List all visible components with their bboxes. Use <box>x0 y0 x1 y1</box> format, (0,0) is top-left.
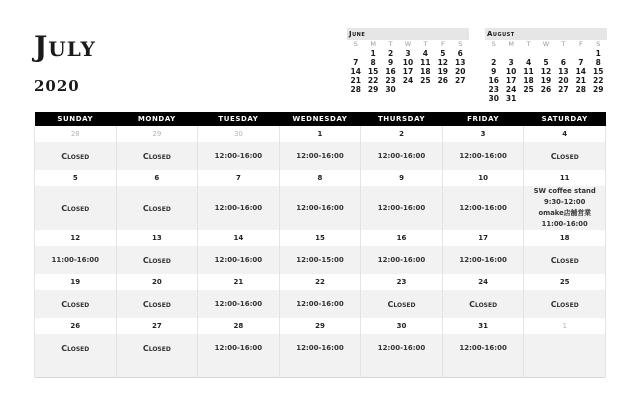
day-hours-cell <box>116 246 198 274</box>
week-date-row <box>35 170 606 186</box>
day-hours-cell <box>524 246 606 274</box>
mini-day: 10 <box>402 58 414 67</box>
day-number: 6 <box>116 170 198 186</box>
dow-label: S <box>458 40 463 48</box>
hours-text: 12:00-16:00 <box>459 256 507 264</box>
hours-text: 12:00-16:00 <box>296 204 344 212</box>
mini-week-row <box>347 67 469 76</box>
weekday-header: TUESDAY <box>198 112 280 126</box>
day-hours-cell <box>361 142 443 170</box>
mini-week-row <box>485 85 607 94</box>
day-hours-cell <box>442 334 524 362</box>
mini-day <box>347 94 364 103</box>
day-number: 24 <box>442 274 524 290</box>
day-hours-cell <box>361 186 443 230</box>
day-number: 11 <box>524 170 606 186</box>
day-hours-cell <box>279 334 361 362</box>
mini-day: 14 <box>575 67 587 76</box>
mini-day: 24 <box>505 85 517 94</box>
mini-day: 28 <box>350 85 361 94</box>
hours-text: Closed <box>142 299 171 309</box>
mini-day: 5 <box>543 58 549 67</box>
mini-day: 7 <box>578 58 584 67</box>
mini-day: 18 <box>420 67 431 76</box>
dow-label: W <box>542 40 550 48</box>
hours-note-line: SW coffee stand <box>533 187 596 195</box>
day-hours-cell <box>524 334 606 362</box>
mini-day: 4 <box>422 49 428 58</box>
hours-text: Closed <box>61 299 90 309</box>
week-date-row <box>35 230 606 246</box>
day-number: 1 <box>279 126 361 142</box>
mini-day: 16 <box>385 67 396 76</box>
day-hours-cell <box>116 186 198 230</box>
mini-week-row <box>347 49 469 58</box>
week-hours-row <box>35 290 606 318</box>
mini-calendar-title: August <box>485 28 607 40</box>
day-number: 29 <box>279 318 361 334</box>
day-hours-cell <box>361 334 443 362</box>
week-hours-row <box>35 246 606 274</box>
mini-day <box>417 94 434 103</box>
mini-day: 27 <box>455 76 466 85</box>
hours-text: 12:00-16:00 <box>214 152 263 160</box>
hours-text: 12:00-16:00 <box>296 344 344 352</box>
mini-day <box>590 94 607 103</box>
mini-day: 15 <box>367 67 379 76</box>
mini-calendar-august <box>485 28 607 103</box>
dow-label: T <box>423 40 428 48</box>
year-title: 2020 <box>34 77 80 95</box>
day-hours-cell <box>361 290 443 318</box>
mini-calendar-june <box>347 28 469 103</box>
day-hours-cell <box>198 290 280 318</box>
mini-day: 8 <box>595 58 601 67</box>
calendar-empty-row <box>35 362 606 378</box>
mini-day: 29 <box>593 85 604 94</box>
dow-label: T <box>526 40 531 48</box>
mini-week-row <box>485 94 607 103</box>
mini-day <box>434 94 451 103</box>
mini-day: 6 <box>457 49 463 58</box>
hours-note-line: 11:00-16:00 <box>541 220 588 228</box>
mini-day: 18 <box>523 76 534 85</box>
mini-day: 7 <box>353 58 359 67</box>
day-number: 18 <box>524 230 606 246</box>
weekday-header: SUNDAY <box>35 112 117 126</box>
mini-day: 17 <box>402 67 414 76</box>
day-hours-cell <box>442 290 524 318</box>
day-number: 19 <box>35 274 117 290</box>
mini-day <box>452 85 469 94</box>
mini-day: 8 <box>370 58 376 67</box>
day-number: 10 <box>442 170 524 186</box>
mini-day <box>452 94 469 103</box>
weekday-header: SATURDAY <box>524 112 606 126</box>
day-number: 22 <box>279 274 361 290</box>
mini-day: 16 <box>488 76 499 85</box>
mini-week-row <box>347 94 469 103</box>
hours-text: 12:00-16:00 <box>214 300 263 308</box>
hours-text: 12:00-15:00 <box>296 256 344 264</box>
mini-day: 5 <box>440 49 446 58</box>
mini-day: 20 <box>558 76 569 85</box>
mini-day: 21 <box>575 76 587 85</box>
mini-day: 19 <box>540 76 552 85</box>
hours-text: Closed <box>142 255 171 265</box>
mini-day: 26 <box>437 76 449 85</box>
mini-day: 3 <box>405 49 411 58</box>
weekday-header: MONDAY <box>116 112 198 126</box>
mini-day: 9 <box>387 58 394 67</box>
day-hours-cell <box>198 142 280 170</box>
mini-day: 14 <box>350 67 361 76</box>
mini-day: 1 <box>370 49 376 58</box>
hours-text: 12:00-16:00 <box>296 152 344 160</box>
day-hours-cell <box>198 186 280 230</box>
mini-day: 25 <box>523 85 534 94</box>
mini-day <box>520 49 537 58</box>
day-hours-cell <box>116 290 198 318</box>
day-hours-cell <box>35 290 117 318</box>
day-number: 1 <box>524 318 606 334</box>
main-calendar <box>34 112 606 378</box>
mini-week-row <box>347 85 469 94</box>
day-number: 31 <box>442 318 524 334</box>
dow-label: F <box>578 40 583 48</box>
day-number: 27 <box>116 318 198 334</box>
day-hours-cell <box>35 246 117 274</box>
mini-day: 22 <box>593 76 604 85</box>
day-hours-cell <box>524 290 606 318</box>
week-hours-row <box>35 142 606 170</box>
mini-day <box>572 94 589 103</box>
hours-note-line: omake店舗営業 <box>538 209 591 217</box>
day-hours-cell <box>442 142 524 170</box>
day-number: 7 <box>198 170 280 186</box>
mini-day: 4 <box>525 58 532 67</box>
day-number: 20 <box>116 274 198 290</box>
month-title: July <box>34 30 96 63</box>
hours-text: 12:00-16:00 <box>459 344 507 352</box>
mini-day <box>537 94 554 103</box>
day-hours-cell <box>116 334 198 362</box>
mini-day: 20 <box>455 67 466 76</box>
day-number: 4 <box>524 126 606 142</box>
weekday-header: THURSDAY <box>361 112 443 126</box>
mini-day: 9 <box>491 67 497 76</box>
mini-day: 27 <box>558 85 569 94</box>
day-number: 28 <box>198 318 280 334</box>
dow-label: M <box>508 40 514 48</box>
day-number: 26 <box>35 318 117 334</box>
week-hours-row <box>35 334 606 362</box>
mini-day: 23 <box>488 85 499 94</box>
week-date-row <box>35 318 606 334</box>
mini-day <box>347 49 364 58</box>
day-number: 30 <box>361 318 443 334</box>
mini-day: 30 <box>385 85 396 94</box>
hours-note-line: 9:30-12:00 <box>544 198 586 206</box>
hours-text: Closed <box>469 299 498 309</box>
hours-text: Closed <box>387 299 416 309</box>
mini-day: 12 <box>437 58 449 67</box>
mini-day: 29 <box>367 85 379 94</box>
hours-text: 12:00-16:00 <box>377 256 426 264</box>
mini-calendar-grid <box>347 40 469 103</box>
day-hours-cell <box>35 334 117 362</box>
hours-text: Closed <box>142 151 171 161</box>
day-hours-cell <box>279 290 361 318</box>
day-hours-cell <box>198 246 280 274</box>
day-number: 2 <box>361 126 443 142</box>
mini-day <box>502 49 519 58</box>
mini-day: 3 <box>508 58 514 67</box>
mini-calendar-grid <box>485 40 607 103</box>
hours-text: Closed <box>550 255 579 265</box>
day-hours-cell <box>279 246 361 274</box>
mini-day: 19 <box>437 67 449 76</box>
mini-day <box>417 85 434 94</box>
day-hours-cell <box>35 186 117 230</box>
hours-text: 12:00-16:00 <box>377 204 426 212</box>
day-hours-cell <box>279 142 361 170</box>
day-hours-cell <box>279 186 361 230</box>
day-hours-cell <box>35 142 117 170</box>
day-hours-cell <box>198 334 280 362</box>
dow-label: T <box>561 40 566 48</box>
mini-day: 12 <box>540 67 552 76</box>
mini-calendar-title: June <box>347 28 469 40</box>
day-number: 5 <box>35 170 117 186</box>
hours-text: 12:00-16:00 <box>459 204 507 212</box>
week-date-row <box>35 126 606 142</box>
dow-label: S <box>353 40 358 48</box>
mini-day: 11 <box>523 67 534 76</box>
day-number: 8 <box>279 170 361 186</box>
day-hours-cell <box>442 246 524 274</box>
day-number: 14 <box>198 230 280 246</box>
day-number: 28 <box>35 126 117 142</box>
hours-text: 11:00-16:00 <box>51 256 100 264</box>
mini-day: 21 <box>350 76 361 85</box>
mini-day: 22 <box>367 76 379 85</box>
day-number: 12 <box>35 230 117 246</box>
day-hours-cell <box>524 186 606 230</box>
mini-day: 23 <box>385 76 396 85</box>
dow-label: M <box>370 40 376 48</box>
mini-day <box>572 49 589 58</box>
mini-day <box>399 85 416 94</box>
mini-week-row <box>485 67 607 76</box>
mini-week-row <box>485 76 607 85</box>
day-hours-cell <box>361 246 443 274</box>
mini-day: 6 <box>560 58 566 67</box>
hours-text: 12:00-16:00 <box>377 344 426 352</box>
hours-text: 12:00-16:00 <box>377 152 426 160</box>
mini-day <box>520 94 537 103</box>
hours-text: 12:00-16:00 <box>459 152 507 160</box>
mini-day: 26 <box>540 85 552 94</box>
mini-day <box>364 94 381 103</box>
day-number: 23 <box>361 274 443 290</box>
day-number: 15 <box>279 230 361 246</box>
day-number: 30 <box>198 126 280 142</box>
dow-label: S <box>491 40 496 48</box>
weekday-header: FRIDAY <box>442 112 524 126</box>
hours-text: Closed <box>550 299 579 309</box>
mini-day: 11 <box>420 58 431 67</box>
day-number: 13 <box>116 230 198 246</box>
day-hours-cell <box>442 186 524 230</box>
weekday-header: WEDNESDAY <box>279 112 361 126</box>
mini-day: 24 <box>402 76 414 85</box>
mini-week-row <box>485 49 607 58</box>
mini-week-row <box>485 58 607 67</box>
hours-text: Closed <box>61 151 90 161</box>
hours-text: Closed <box>61 343 90 353</box>
mini-day <box>555 49 572 58</box>
hours-text: 12:00-16:00 <box>214 256 263 264</box>
hours-text: 12:00-16:00 <box>214 204 263 212</box>
hours-text: Closed <box>142 203 171 213</box>
week-hours-row <box>35 186 606 230</box>
mini-day <box>555 94 572 103</box>
mini-day: 17 <box>505 76 517 85</box>
mini-day: 13 <box>455 58 466 67</box>
day-number: 21 <box>198 274 280 290</box>
mini-day <box>382 94 399 103</box>
day-number: 3 <box>442 126 524 142</box>
hours-text: Closed <box>550 151 579 161</box>
mini-day: 25 <box>420 76 431 85</box>
mini-day: 1 <box>595 49 601 58</box>
mini-day: 31 <box>505 94 517 103</box>
day-number: 17 <box>442 230 524 246</box>
mini-week-row <box>347 58 469 67</box>
dow-label: F <box>440 40 445 48</box>
mini-day: 2 <box>387 49 394 58</box>
mini-day <box>434 85 451 94</box>
day-hours-cell <box>524 142 606 170</box>
day-hours-cell <box>116 142 198 170</box>
dow-label: S <box>596 40 601 48</box>
hours-text: 12:00-16:00 <box>214 344 263 352</box>
mini-day <box>485 49 502 58</box>
mini-day: 28 <box>575 85 587 94</box>
mini-day: 15 <box>593 67 604 76</box>
mini-day: 2 <box>491 58 497 67</box>
hours-text: Closed <box>61 203 90 213</box>
day-number: 16 <box>361 230 443 246</box>
day-number: 9 <box>361 170 443 186</box>
hours-text: 12:00-16:00 <box>296 300 344 308</box>
dow-label: T <box>388 40 393 48</box>
mini-day <box>399 94 416 103</box>
day-number: 29 <box>116 126 198 142</box>
dow-label: W <box>404 40 412 48</box>
mini-day: 30 <box>488 94 499 103</box>
mini-day: 10 <box>505 67 517 76</box>
week-date-row <box>35 274 606 290</box>
hours-text: Closed <box>142 343 171 353</box>
mini-day <box>537 49 554 58</box>
mini-day: 13 <box>558 67 569 76</box>
mini-week-row <box>347 76 469 85</box>
day-number: 25 <box>524 274 606 290</box>
